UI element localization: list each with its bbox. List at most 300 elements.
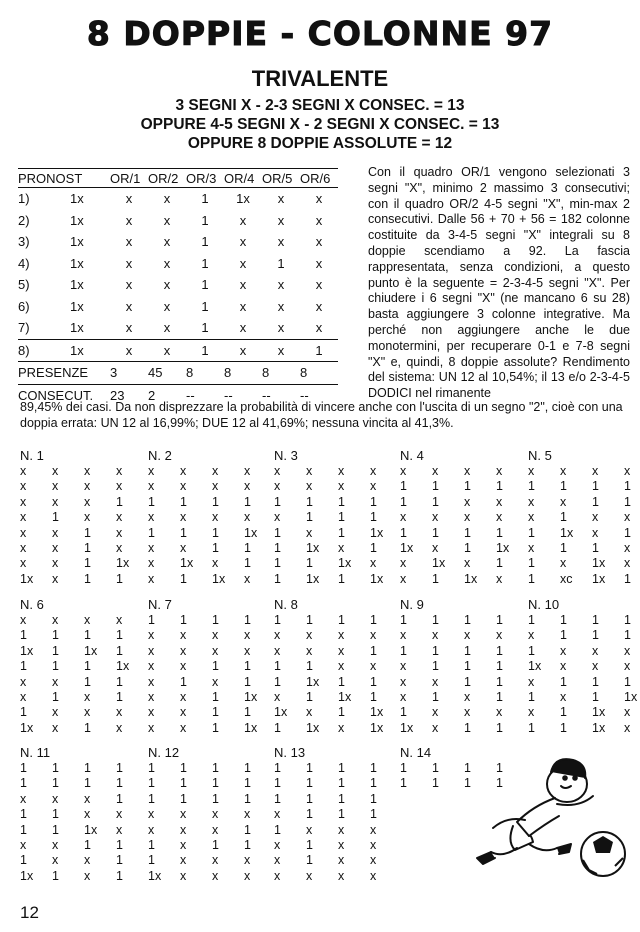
table-cell: x <box>239 234 247 250</box>
column-cell: x <box>52 837 59 852</box>
column-cell: x <box>244 643 251 658</box>
column-cell: 1 <box>338 807 345 822</box>
column-cell: 1 <box>338 613 345 627</box>
column-cell: 1 <box>432 761 439 775</box>
table-cell: 1x <box>70 277 84 293</box>
column-cell: 1 <box>274 556 281 571</box>
column-cell: 1 <box>370 689 377 704</box>
column-cell: x <box>52 540 59 555</box>
column-label: N. 11 <box>20 745 51 760</box>
table-cell: x <box>277 191 285 207</box>
column-cell: 1 <box>274 613 281 627</box>
table-cell: 1x <box>70 234 84 250</box>
column-cell: 1 <box>274 540 281 555</box>
column-cell: x <box>624 705 631 720</box>
forecast-table <box>18 168 338 406</box>
table-cell: x <box>125 298 133 314</box>
column-cell: x <box>180 822 187 837</box>
column-cell: 1 <box>274 494 281 509</box>
column-cell: 1 <box>116 571 123 586</box>
column-cell: x <box>496 510 503 525</box>
column-grid <box>20 464 148 587</box>
column-cell: 1 <box>20 776 27 791</box>
table-header-cell: OR/1 <box>110 170 141 186</box>
column-cell: x <box>624 643 631 658</box>
column-cell: 1 <box>116 628 123 643</box>
column-cell: x <box>52 720 59 735</box>
column-cell: x <box>400 464 407 478</box>
column-cell: x <box>116 822 123 837</box>
column-cell: 1 <box>496 776 503 791</box>
column-cell: 1 <box>400 525 407 540</box>
column-label: N. 10 <box>528 597 560 612</box>
column-cell: 1x <box>370 720 384 735</box>
column-cell: x <box>274 510 281 525</box>
column-cell: 1 <box>52 659 59 674</box>
column-cell: x <box>432 540 439 555</box>
column-cell: x <box>432 705 439 720</box>
column-cell: 1 <box>84 571 91 586</box>
table-summary-row <box>18 361 338 384</box>
column-cell: x <box>370 628 377 643</box>
column-cell: x <box>306 628 313 643</box>
column-block <box>148 745 276 884</box>
column-label: N. 9 <box>400 597 424 612</box>
column-cell: x <box>306 525 313 540</box>
table-row <box>18 274 338 296</box>
column-cell: x <box>306 643 313 658</box>
table-cell: PRESENZE <box>18 365 89 381</box>
table-cell: 1 <box>201 320 209 336</box>
page-subtitle: TRIVALENTE <box>251 66 389 91</box>
column-cell: x <box>20 540 27 555</box>
column-cell: x <box>464 494 471 509</box>
column-cell: x <box>116 540 123 555</box>
column-grid <box>528 613 640 736</box>
rule-line-3: OPPURE 8 DOPPIE ASSOLUTE = 12 <box>187 135 453 152</box>
column-block <box>20 745 148 884</box>
column-cell: 1 <box>52 689 59 704</box>
column-cell: 1 <box>528 643 535 658</box>
column-cell: x <box>52 525 59 540</box>
column-label: N. 8 <box>274 597 298 612</box>
column-cell: x <box>244 853 251 868</box>
column-cell: 1x <box>592 705 606 720</box>
column-cell: x <box>370 479 377 494</box>
table-cell: x <box>125 234 133 250</box>
column-cell: x <box>400 628 407 643</box>
column-cell: x <box>148 689 155 704</box>
column-cell: x <box>20 556 27 571</box>
column-cell: 1 <box>20 659 27 674</box>
column-cell: 1x <box>338 556 352 571</box>
column-cell: x <box>180 837 187 852</box>
column-cell: x <box>306 705 313 720</box>
table-cell: x <box>315 277 323 293</box>
column-cell: x <box>370 853 377 868</box>
column-cell: x <box>212 822 219 837</box>
column-cell: x <box>52 705 59 720</box>
column-cell: 1 <box>20 853 27 868</box>
column-cell: 1 <box>52 822 59 837</box>
column-cell: 1 <box>148 837 155 852</box>
column-cell: 1x <box>306 540 320 555</box>
column-cell: 1 <box>338 510 345 525</box>
column-cell: x <box>244 628 251 643</box>
column-cell: 1 <box>84 837 91 852</box>
column-cell: 1x <box>592 556 606 571</box>
column-cell: x <box>464 556 471 571</box>
column-cell: 1 <box>624 674 631 689</box>
column-cell: 1 <box>496 674 503 689</box>
column-cell: 1 <box>148 791 155 806</box>
column-grid <box>274 761 402 884</box>
table-cell: 1 <box>201 342 209 358</box>
table-cell: 5) <box>18 277 30 293</box>
column-cell: x <box>338 540 345 555</box>
column-cell: x <box>432 510 439 525</box>
column-cell: 1 <box>244 674 251 689</box>
column-cell: x <box>464 628 471 643</box>
column-cell: x <box>84 613 91 627</box>
column-label: N. 5 <box>528 448 552 463</box>
column-cell: 1 <box>496 659 503 674</box>
table-cell: 1 <box>201 191 209 207</box>
column-cell: 1 <box>464 525 471 540</box>
column-cell: 1 <box>560 720 567 735</box>
column-cell: xc <box>560 571 573 586</box>
table-cell: x <box>315 255 323 271</box>
column-cell: 1 <box>244 776 251 791</box>
column-cell: x <box>212 674 219 689</box>
column-cell: x <box>116 807 123 822</box>
column-cell: 1 <box>560 510 567 525</box>
column-cell: x <box>560 556 567 571</box>
column-cell: 1 <box>306 837 313 852</box>
column-cell: 1 <box>212 659 219 674</box>
column-cell: x <box>400 674 407 689</box>
column-cell: 1x <box>464 571 478 586</box>
column-cell: 1 <box>274 674 281 689</box>
column-cell: x <box>148 674 155 689</box>
column-cell: x <box>20 613 27 627</box>
column-cell: 1 <box>212 494 219 509</box>
table-cell: 8 <box>224 365 232 381</box>
column-cell: 1x <box>400 720 414 735</box>
column-cell: 1 <box>432 659 439 674</box>
column-cell: x <box>20 494 27 509</box>
column-cell: 1 <box>338 674 345 689</box>
column-cell: 1x <box>116 556 130 571</box>
column-cell: x <box>84 868 91 883</box>
column-cell: 1 <box>528 720 535 735</box>
column-cell: 1x <box>116 659 130 674</box>
column-cell: 1 <box>244 837 251 852</box>
column-cell: x <box>20 464 27 478</box>
table-cell: 45 <box>148 365 163 381</box>
column-block <box>274 745 402 884</box>
column-grid <box>148 613 276 736</box>
column-cell: 1 <box>560 540 567 555</box>
column-cell: x <box>180 868 187 883</box>
table-header-cell: OR/6 <box>300 170 331 186</box>
column-cell: x <box>592 525 599 540</box>
column-cell: x <box>338 720 345 735</box>
column-cell: x <box>274 807 281 822</box>
column-cell: x <box>148 643 155 658</box>
page-title: 8 DOPPIE - COLONNE 97 <box>86 14 554 53</box>
column-cell: x <box>84 494 91 509</box>
column-cell: 1x <box>306 674 320 689</box>
column-cell: 1 <box>624 571 631 586</box>
column-cell: 1 <box>338 761 345 775</box>
column-cell: x <box>244 868 251 883</box>
column-label: N. 6 <box>20 597 44 612</box>
column-cell: 1 <box>528 556 535 571</box>
column-cell: x <box>20 689 27 704</box>
table-header-cell: OR/5 <box>262 170 293 186</box>
table-cell: x <box>315 298 323 314</box>
column-block <box>400 448 528 587</box>
table-cell: x <box>277 320 285 336</box>
column-label: N. 12 <box>148 745 180 760</box>
column-cell: x <box>116 510 123 525</box>
column-cell: x <box>20 674 27 689</box>
column-cell: x <box>52 464 59 478</box>
column-cell: x <box>496 628 503 643</box>
column-cell: x <box>306 464 313 478</box>
column-cell: 1 <box>116 837 123 852</box>
column-cell: x <box>432 628 439 643</box>
column-cell: 1 <box>370 540 377 555</box>
column-cell: 1x <box>20 720 34 735</box>
column-cell: x <box>148 807 155 822</box>
column-cell: x <box>20 510 27 525</box>
table-cell: 4) <box>18 255 30 271</box>
column-cell: x <box>212 464 219 478</box>
column-cell: 1x <box>592 720 606 735</box>
column-cell: x <box>212 510 219 525</box>
column-cell: 1x <box>274 705 288 720</box>
column-cell: 1 <box>274 571 281 586</box>
table-cell: 6) <box>18 298 30 314</box>
column-cell: 1 <box>370 761 377 775</box>
column-cell: 1 <box>464 643 471 658</box>
column-cell: 1 <box>338 776 345 791</box>
table-cell: 2) <box>18 212 30 228</box>
column-cell: 1 <box>560 705 567 720</box>
column-cell: 1 <box>624 494 631 509</box>
column-label: N. 1 <box>20 448 44 463</box>
column-cell: x <box>370 556 377 571</box>
column-cell: 1x <box>20 868 34 883</box>
column-cell: 1 <box>180 776 187 791</box>
column-cell: 1 <box>560 628 567 643</box>
table-cell: 2 <box>148 387 156 403</box>
column-cell: 1 <box>84 556 91 571</box>
column-cell: 1 <box>528 689 535 704</box>
column-cell: x <box>624 510 631 525</box>
column-cell: x <box>180 479 187 494</box>
column-cell: 1 <box>148 776 155 791</box>
column-cell: 1 <box>306 761 313 775</box>
column-cell: x <box>244 807 251 822</box>
table-cell: 1 <box>315 342 323 358</box>
column-cell: 1 <box>212 791 219 806</box>
column-cell: 1 <box>84 761 91 775</box>
column-cell: x <box>624 659 631 674</box>
column-cell: x <box>432 720 439 735</box>
column-cell: 1 <box>180 674 187 689</box>
column-cell: x <box>306 479 313 494</box>
table-cell: 1x <box>70 191 84 207</box>
column-cell: x <box>52 494 59 509</box>
column-cell: 1 <box>244 613 251 627</box>
table-cell: x <box>239 212 247 228</box>
column-cell: x <box>370 464 377 478</box>
table-cell: 1 <box>201 234 209 250</box>
column-cell: x <box>180 643 187 658</box>
column-cell: 1 <box>116 643 123 658</box>
column-cell: x <box>20 837 27 852</box>
column-cell: 1 <box>624 628 631 643</box>
table-cell: x <box>277 277 285 293</box>
column-cell: 1 <box>370 674 377 689</box>
column-cell: 1 <box>84 776 91 791</box>
table-cell: x <box>163 255 171 271</box>
column-cell: 1 <box>274 659 281 674</box>
column-cell: x <box>148 571 155 586</box>
table-body <box>18 188 338 406</box>
column-cell: x <box>212 479 219 494</box>
column-cell: x <box>148 556 155 571</box>
column-cell: 1 <box>496 761 503 775</box>
column-cell: x <box>180 540 187 555</box>
column-cell: x <box>20 525 27 540</box>
column-cell: x <box>338 464 345 478</box>
column-cell: x <box>274 643 281 658</box>
column-grid <box>400 464 528 587</box>
column-cell: x <box>274 853 281 868</box>
column-cell: 1 <box>560 613 567 627</box>
column-cell: 1 <box>400 705 407 720</box>
column-cell: 1 <box>400 761 407 775</box>
column-cell: 1 <box>464 479 471 494</box>
column-cell: 1 <box>148 853 155 868</box>
column-cell: x <box>52 674 59 689</box>
column-cell: 1 <box>244 822 251 837</box>
table-cell: x <box>163 191 171 207</box>
column-cell: 1 <box>212 837 219 852</box>
column-label: N. 2 <box>148 448 172 463</box>
column-cell: 1 <box>592 540 599 555</box>
column-cell: x <box>338 628 345 643</box>
table-cell: x <box>163 342 171 358</box>
column-cell: x <box>148 659 155 674</box>
column-cell: x <box>528 510 535 525</box>
column-cell: 1 <box>306 494 313 509</box>
column-cell: x <box>52 791 59 806</box>
column-cell: 1 <box>592 613 599 627</box>
column-cell: 1 <box>592 479 599 494</box>
column-cell: 1x <box>370 705 384 720</box>
rule-line-1: 3 SEGNI X - 2-3 SEGNI X CONSEC. = 13 <box>175 97 465 114</box>
column-cell: 1x <box>20 643 34 658</box>
table-header-row <box>18 168 338 188</box>
column-cell: 1 <box>400 643 407 658</box>
column-grid <box>528 464 640 587</box>
column-cell: x <box>244 464 251 478</box>
column-cell: x <box>624 464 631 478</box>
column-cell: x <box>180 705 187 720</box>
column-cell: x <box>274 868 281 883</box>
column-cell: 1 <box>20 807 27 822</box>
column-cell: x <box>496 571 503 586</box>
column-cell: x <box>274 479 281 494</box>
column-cell: x <box>370 837 377 852</box>
column-cell: 1 <box>180 791 187 806</box>
column-cell: x <box>212 643 219 658</box>
column-cell: x <box>116 525 123 540</box>
column-cell: x <box>148 479 155 494</box>
column-cell: 1 <box>52 776 59 791</box>
column-label: N. 7 <box>148 597 172 612</box>
column-cell: 1 <box>116 776 123 791</box>
column-cell: x <box>148 540 155 555</box>
column-cell: 1 <box>306 659 313 674</box>
column-cell: x <box>528 494 535 509</box>
table-cell: x <box>277 234 285 250</box>
column-cell: 1 <box>274 822 281 837</box>
column-cell: x <box>370 659 377 674</box>
column-cell: 1x <box>148 868 162 883</box>
column-cell: x <box>400 571 407 586</box>
table-cell: 8 <box>186 365 194 381</box>
table-cell: 1) <box>18 191 30 207</box>
column-cell: x <box>84 464 91 478</box>
column-cell: x <box>274 464 281 478</box>
column-cell: 1x <box>528 659 542 674</box>
page-number: 12 <box>20 903 39 922</box>
column-cell: x <box>148 628 155 643</box>
column-cell: 1 <box>528 525 535 540</box>
column-grid <box>20 761 148 884</box>
table-cell: x <box>315 212 323 228</box>
column-cell: x <box>180 807 187 822</box>
column-cell: x <box>212 868 219 883</box>
column-cell: 1 <box>244 761 251 775</box>
column-cell: 1 <box>370 776 377 791</box>
column-cell: 1 <box>432 571 439 586</box>
column-cell: x <box>464 510 471 525</box>
column-cell: 1 <box>560 479 567 494</box>
column-cell: 1 <box>432 494 439 509</box>
column-cell: 1x <box>338 689 352 704</box>
column-cell: x <box>592 510 599 525</box>
column-cell: x <box>84 791 91 806</box>
column-cell: x <box>338 659 345 674</box>
column-cell: x <box>212 807 219 822</box>
column-cell: x <box>52 556 59 571</box>
table-cell: x <box>125 191 133 207</box>
column-cell: x <box>400 556 407 571</box>
column-cell: 1 <box>84 525 91 540</box>
column-cell: 1 <box>306 853 313 868</box>
column-grid <box>274 613 402 736</box>
column-cell: 1 <box>52 868 59 883</box>
table-cell: x <box>163 298 171 314</box>
table-cell: CONSECUT. <box>18 387 94 403</box>
